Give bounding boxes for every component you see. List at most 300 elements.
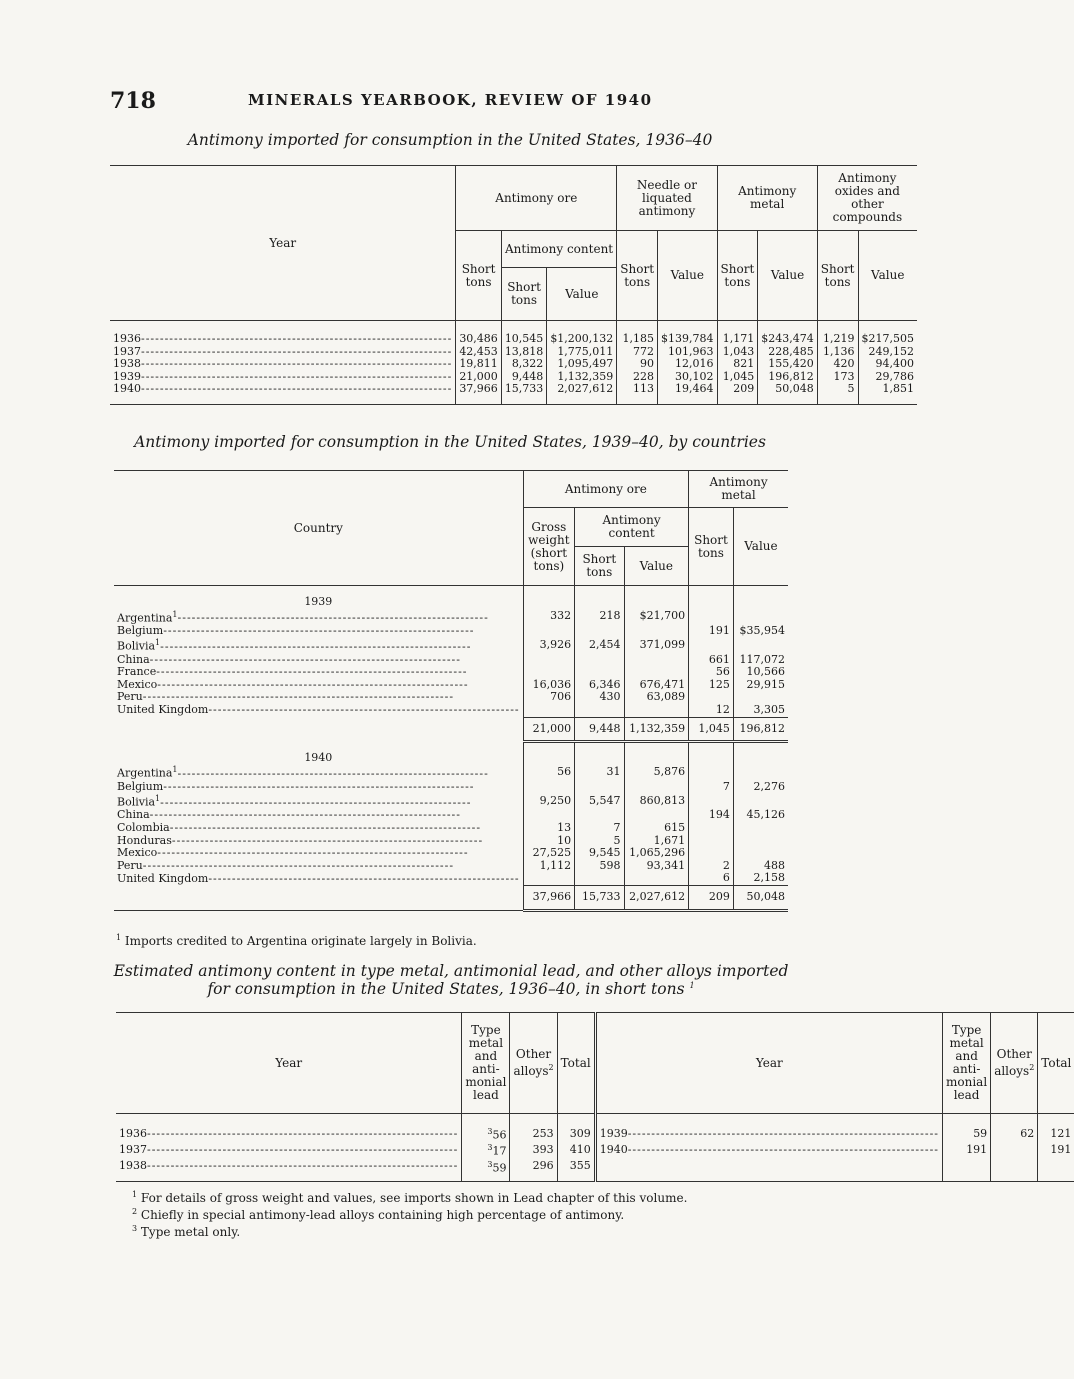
t1-ore-tons-header: Short tons bbox=[456, 231, 502, 321]
leader-dots bbox=[170, 821, 481, 834]
t2-country-cell-label: Belgium bbox=[117, 779, 164, 793]
t3-row bbox=[116, 1114, 1074, 1143]
t3-title-line2: for consumption in the United States, 1936–40, in short tons bbox=[207, 980, 685, 998]
t2-mt-cell: 7 bbox=[689, 781, 734, 794]
leader-dots bbox=[157, 678, 468, 691]
leader-dots bbox=[141, 332, 452, 345]
t2-country-cell-label: United Kingdom bbox=[117, 871, 209, 885]
t2-empty-cell bbox=[624, 742, 689, 765]
t2-ct-cell bbox=[575, 654, 624, 667]
t2-total-ct-cell: 9,448 bbox=[575, 717, 624, 742]
t2-country-cell bbox=[114, 793, 523, 809]
t1-ore-c_tons-cell: 9,448 bbox=[501, 371, 547, 384]
t1-year-header: Year bbox=[110, 166, 456, 321]
t2-country-cell bbox=[114, 872, 523, 885]
t2-mt-cell: 661 bbox=[689, 654, 734, 667]
t3-footnote-1: $^1$ For details of gross weight and values, see imports shown in Lead chapter of this volume. bbox=[132, 1190, 688, 1205]
t3-total-cell: 121 bbox=[1050, 1126, 1072, 1140]
t3-other-cell: 393 bbox=[510, 1142, 557, 1158]
t2-empty-cell bbox=[689, 586, 734, 609]
t2-gw-cell: 3,926 bbox=[523, 637, 574, 653]
t2-country-cell bbox=[114, 764, 523, 780]
t2-cv-cell bbox=[624, 872, 689, 885]
t1-nd-tons-cell: 1,185 bbox=[617, 321, 658, 346]
leader-dots bbox=[147, 1127, 458, 1140]
t3-row bbox=[116, 1159, 1074, 1182]
t2-gw-cell: 13 bbox=[523, 822, 574, 835]
t1-ore-c_val-cell: 1,775,011 bbox=[547, 346, 617, 359]
t2-ct-cell: 598 bbox=[575, 860, 624, 873]
t3-type-cell bbox=[462, 1159, 510, 1182]
t3-total-header-left: Total bbox=[557, 1013, 595, 1114]
t2-ct-cell: 430 bbox=[575, 691, 624, 704]
t2-gw-cell: 10 bbox=[523, 835, 574, 848]
t1-needle-tons-header: Short tons bbox=[617, 231, 658, 321]
t3-body bbox=[116, 1114, 1074, 1182]
t1-mt-val-cell: 196,812 bbox=[758, 371, 818, 384]
t1-ore-c_tons-cell: 15,733 bbox=[501, 383, 547, 404]
t1-nd-val-cell: 12,016 bbox=[658, 358, 718, 371]
leader-dots bbox=[147, 1159, 458, 1172]
t3-year-cell-label: 1936 bbox=[119, 1126, 147, 1140]
t2-mt-cell bbox=[689, 822, 734, 835]
t3-type-value: 56 bbox=[492, 1128, 507, 1142]
t3-other-cell: 296 bbox=[510, 1159, 557, 1182]
t1-year-cell-label: 1940 bbox=[113, 382, 141, 396]
t1-metal-header: Antimony metal bbox=[717, 166, 817, 231]
t2-ct-cell: 5,547 bbox=[575, 793, 624, 809]
t2-gw-cell bbox=[523, 781, 574, 794]
t1-nd-tons-cell: 90 bbox=[617, 358, 658, 371]
t2-total-label-cell bbox=[114, 886, 523, 911]
t2-empty-cell bbox=[575, 742, 624, 765]
leader-dots bbox=[147, 1143, 458, 1156]
t2-country-cell-label: Argentina bbox=[117, 767, 173, 780]
t2-metal-header: Antimony metal bbox=[709, 475, 768, 502]
t1-ox-tons-cell: 1,136 bbox=[817, 346, 858, 359]
t1-nd-val-cell: 101,963 bbox=[658, 346, 718, 359]
t1-mt-tons-cell: 1,171 bbox=[717, 321, 758, 346]
t1-nd-tons-cell: 113 bbox=[617, 383, 658, 404]
t2-empty-cell bbox=[575, 586, 624, 609]
t3-type-cell: 191 bbox=[943, 1142, 991, 1158]
t3-total-header-right: Total bbox=[1038, 1013, 1074, 1114]
t1-ox-tons-cell: 5 bbox=[817, 383, 858, 404]
t3-type-header-left: Type metal and anti-monial lead bbox=[462, 1013, 510, 1114]
t2-country-row bbox=[114, 704, 788, 717]
t2-total-cv-cell: 1,132,359 bbox=[624, 717, 689, 742]
t2-year-heading: 1940 bbox=[114, 742, 523, 765]
t2-country-cell-label: Colombia bbox=[117, 821, 170, 835]
t2-ore-header: Antimony ore bbox=[523, 471, 688, 508]
t2-country-row bbox=[114, 625, 788, 638]
t2-mv-cell: 29,915 bbox=[746, 677, 785, 691]
leader-dots bbox=[150, 808, 461, 821]
table2-imports-by-country bbox=[114, 470, 788, 912]
t1-metal-tons-header: Short tons bbox=[717, 231, 758, 321]
t1-year-cell bbox=[110, 321, 456, 346]
t2-mv-cell: 3,305 bbox=[753, 703, 785, 717]
t2-metal-tons-header: Short tons bbox=[689, 508, 734, 586]
t3-other-cell: 253 bbox=[510, 1114, 557, 1143]
t1-content-tons-header: Short tons bbox=[501, 268, 547, 321]
t2-empty-cell bbox=[733, 742, 788, 765]
t1-year-cell-label: 1936 bbox=[113, 332, 141, 345]
t2-total-gw-cell: 37,966 bbox=[523, 886, 574, 911]
t3-total-cell: 410 bbox=[557, 1142, 595, 1158]
t2-mt-cell: 125 bbox=[689, 679, 734, 692]
leader-dots bbox=[160, 640, 471, 653]
t2-empty-cell bbox=[689, 742, 734, 765]
t1-year-cell bbox=[110, 383, 456, 404]
t1-ore-c_val-cell: 1,095,497 bbox=[547, 358, 617, 371]
footnote-ref: 3 bbox=[487, 1127, 493, 1136]
t2-cv-cell bbox=[624, 654, 689, 667]
leader-dots bbox=[628, 1127, 939, 1140]
t3-type-cell: 59 bbox=[943, 1114, 991, 1143]
t2-footnote: $^1$ Imports credited to Argentina originate largely in Bolivia. bbox=[116, 933, 477, 948]
t2-country-cell-label: Mexico bbox=[117, 677, 158, 691]
t2-gw-cell bbox=[523, 625, 574, 638]
t2-mv-cell bbox=[733, 609, 788, 625]
t2-mt-cell bbox=[689, 609, 734, 625]
t2-country-cell bbox=[114, 704, 523, 717]
t2-empty-cell bbox=[624, 586, 689, 609]
t2-cv-cell: 1,065,296 bbox=[624, 847, 689, 860]
t1-needle-value-header: Value bbox=[658, 231, 718, 321]
t2-cv-cell: 1,671 bbox=[624, 835, 689, 848]
t2-total-mv-cell: 196,812 bbox=[733, 717, 788, 742]
t3-empty-cell bbox=[991, 1159, 1038, 1182]
t2-empty-cell bbox=[523, 586, 574, 609]
t3-other-header-right: Other alloys$^2$ bbox=[991, 1013, 1038, 1114]
t1-needle-header: Needle or liquated antimony bbox=[617, 166, 717, 231]
t2-country-row bbox=[114, 781, 788, 794]
t2-content-header: Antimony content bbox=[575, 508, 689, 547]
t2-country-cell-label: China bbox=[117, 808, 150, 822]
t2-country-row bbox=[114, 860, 788, 873]
t3-empty-cell bbox=[943, 1159, 991, 1182]
t2-cv-cell bbox=[624, 781, 689, 794]
t2-mv-cell bbox=[733, 793, 788, 809]
t1-nd-val-cell: $139,784 bbox=[658, 321, 718, 346]
t3-footnotes bbox=[132, 1188, 782, 1239]
footnote-ref: 1 bbox=[172, 609, 178, 619]
t3-year-header-right: Year bbox=[595, 1013, 942, 1114]
t1-ore-c_tons-cell: 8,322 bbox=[501, 358, 547, 371]
t1-ore-tons-cell: 42,453 bbox=[456, 346, 502, 359]
leader-dots bbox=[150, 653, 461, 666]
t3-year-header-left: Year bbox=[116, 1013, 462, 1114]
t2-mv-cell: 117,072 bbox=[739, 652, 785, 666]
t3-footnote-3-text: Type metal only. bbox=[140, 1225, 241, 1239]
t2-mt-cell bbox=[689, 764, 734, 780]
t2-total-row bbox=[114, 886, 788, 911]
t1-year-cell-label: 1938 bbox=[113, 357, 141, 371]
t2-country-cell bbox=[114, 625, 523, 638]
t2-year-heading-row bbox=[114, 742, 788, 765]
leader-dots bbox=[208, 872, 519, 885]
t2-country-row bbox=[114, 637, 788, 653]
t3-empty-cell bbox=[1038, 1159, 1074, 1182]
leader-dots bbox=[172, 834, 483, 847]
t2-mt-cell bbox=[689, 847, 734, 860]
t1-ox-tons-cell: 420 bbox=[817, 358, 858, 371]
t1-content-value-header: Value bbox=[547, 268, 617, 321]
leader-dots bbox=[141, 382, 452, 395]
t3-row bbox=[116, 1142, 1074, 1158]
t2-gw-cell: 706 bbox=[523, 691, 574, 704]
t3-type-value: 59 bbox=[492, 1161, 507, 1175]
t2-country-row bbox=[114, 793, 788, 809]
t2-ct-cell bbox=[575, 625, 624, 638]
t3-other-header-left: Other alloys$^2$ bbox=[510, 1013, 557, 1114]
leader-dots bbox=[178, 611, 489, 624]
leader-dots bbox=[156, 665, 467, 678]
t2-country-row bbox=[114, 872, 788, 885]
page-number: 718 bbox=[110, 88, 156, 114]
t3-empty-cell bbox=[595, 1159, 942, 1182]
t2-cv-cell: 676,471 bbox=[624, 679, 689, 692]
t2-country-cell-label: Honduras bbox=[117, 833, 172, 847]
t1-metal-value-header: Value bbox=[758, 231, 818, 321]
t2-mv-cell bbox=[733, 764, 788, 780]
t2-gw-cell: 1,112 bbox=[523, 860, 574, 873]
t2-mv-cell: 488 bbox=[764, 858, 785, 872]
t3-type-value: 17 bbox=[492, 1144, 507, 1158]
t2-year-heading: 1939 bbox=[114, 586, 523, 609]
t3-year-cell bbox=[595, 1114, 942, 1143]
t3-type-cell bbox=[462, 1114, 510, 1143]
t2-gw-cell: 332 bbox=[523, 609, 574, 625]
t2-country-cell bbox=[114, 860, 523, 873]
t3-type-cell bbox=[462, 1142, 510, 1158]
t2-ct-cell bbox=[575, 666, 624, 679]
t2-gw-cell bbox=[523, 872, 574, 885]
t2-country-cell-label: China bbox=[117, 652, 150, 666]
t2-country-cell-label: Bolivia bbox=[117, 795, 156, 809]
t2-ct-cell bbox=[575, 872, 624, 885]
t2-mv-cell: 2,158 bbox=[753, 871, 785, 885]
leader-dots bbox=[143, 690, 454, 703]
t3-total-cell: 355 bbox=[557, 1159, 595, 1182]
t2-mv-cell bbox=[733, 637, 788, 653]
t2-cv-cell bbox=[624, 625, 689, 638]
t1-oxides-header: Antimony oxides and other compounds bbox=[832, 171, 903, 224]
t2-mv-cell: 45,126 bbox=[746, 808, 785, 822]
t2-gw-cell bbox=[523, 666, 574, 679]
t3-year-cell bbox=[116, 1159, 462, 1182]
t2-cv-cell: 93,341 bbox=[624, 860, 689, 873]
leader-dots bbox=[141, 370, 452, 383]
t2-mt-cell: 12 bbox=[689, 704, 734, 717]
t3-footnote-2: $^2$ Chiefly in special antimony-lead alloys containing high percentage of antimony. bbox=[132, 1207, 625, 1222]
table1-imports-by-year bbox=[110, 165, 917, 405]
footnote-ref: 3 bbox=[487, 1143, 493, 1153]
t2-ct-cell: 2,454 bbox=[575, 637, 624, 653]
t2-country-row bbox=[114, 764, 788, 780]
t1-ore-c_tons-cell: 10,545 bbox=[501, 321, 547, 346]
t2-total-gw-cell: 21,000 bbox=[523, 717, 574, 742]
t1-mt-tons-cell: 209 bbox=[717, 383, 758, 404]
t2-cv-cell: 860,813 bbox=[624, 793, 689, 809]
leader-dots bbox=[163, 624, 474, 637]
t2-mt-cell bbox=[689, 793, 734, 809]
t2-total-mt-cell: 209 bbox=[689, 886, 734, 911]
t2-total-mv-cell: 50,048 bbox=[733, 886, 788, 911]
table3-title bbox=[110, 962, 792, 998]
t2-cv-cell: 371,099 bbox=[624, 637, 689, 653]
t1-mt-tons-cell: 821 bbox=[717, 358, 758, 371]
t3-year-cell bbox=[595, 1142, 942, 1158]
t2-total-ct-cell: 15,733 bbox=[575, 886, 624, 911]
table1-title: Antimony imported for consumption in the United States, 1936–40 bbox=[187, 131, 713, 149]
t2-total-label-cell bbox=[114, 717, 523, 742]
t1-ore-tons-cell: 37,966 bbox=[456, 383, 502, 404]
t2-country-row bbox=[114, 609, 788, 625]
t1-year-cell-label: 1937 bbox=[113, 344, 141, 358]
t1-ore-tons-cell: 21,000 bbox=[456, 371, 502, 384]
page-header bbox=[110, 88, 790, 114]
t2-country-cell-label: Peru bbox=[117, 690, 143, 704]
t1-ore-header: Antimony ore bbox=[456, 166, 617, 231]
footnote-ref: 1 bbox=[155, 638, 161, 648]
t2-gw-cell: 27,525 bbox=[523, 847, 574, 860]
t2-country-cell-label: Belgium bbox=[117, 623, 164, 637]
table3-alloys bbox=[116, 1012, 1074, 1182]
t2-total-cv-cell: 2,027,612 bbox=[624, 886, 689, 911]
t3-other-cell bbox=[991, 1142, 1038, 1158]
t3-other-label-left: Other alloys bbox=[513, 1047, 552, 1078]
t1-ore-tons-cell: 19,811 bbox=[456, 358, 502, 371]
running-title: MINERALS YEARBOOK, REVIEW OF 1940 bbox=[248, 91, 653, 109]
leader-dots bbox=[160, 796, 471, 809]
t1-nd-tons-cell: 228 bbox=[617, 371, 658, 384]
t2-cv-cell bbox=[624, 666, 689, 679]
leader-dots bbox=[178, 767, 489, 780]
t1-ore-c_tons-cell: 13,818 bbox=[501, 346, 547, 359]
t1-ox-tons-cell: 173 bbox=[817, 371, 858, 384]
t1-ox-val-cell: 29,786 bbox=[875, 369, 914, 383]
t3-year-cell-label: 1937 bbox=[119, 1143, 147, 1157]
t1-mt-val-cell: 155,420 bbox=[758, 358, 818, 371]
t2-cv-cell: $21,700 bbox=[624, 609, 689, 625]
t1-nd-val-cell: 30,102 bbox=[658, 371, 718, 384]
t2-mv-cell: 10,566 bbox=[746, 665, 785, 679]
t1-row bbox=[110, 321, 917, 346]
t2-country-row bbox=[114, 691, 788, 704]
t3-title-line1: Estimated antimony content in type metal, antimonial lead, and other alloys imported bbox=[113, 962, 789, 980]
footnote-ref: 1 bbox=[155, 794, 161, 804]
t2-cv-cell: 63,089 bbox=[624, 691, 689, 704]
t2-country-cell-label: Argentina bbox=[117, 611, 173, 625]
leader-dots bbox=[208, 703, 519, 716]
t2-country-cell-label: France bbox=[117, 665, 157, 679]
t1-mt-val-cell: 50,048 bbox=[758, 383, 818, 404]
t2-mv-cell bbox=[733, 822, 788, 835]
t2-gw-cell bbox=[523, 704, 574, 717]
t1-ox-val-cell: $217,505 bbox=[861, 332, 914, 345]
t1-year-cell-label: 1939 bbox=[113, 369, 141, 383]
t1-content-header: Antimony content bbox=[501, 231, 616, 268]
t2-ct-cell: 7 bbox=[575, 822, 624, 835]
t1-mt-val-cell: 228,485 bbox=[758, 346, 818, 359]
t2-mt-cell: 191 bbox=[689, 625, 734, 638]
t2-metal-value-header: Value bbox=[733, 508, 788, 586]
t2-gw-cell: 56 bbox=[523, 764, 574, 780]
t1-row bbox=[110, 383, 917, 404]
leader-dots bbox=[143, 859, 454, 872]
t2-gross-header: Gross weight (short tons) bbox=[523, 508, 574, 586]
t1-nd-tons-cell: 772 bbox=[617, 346, 658, 359]
t2-gw-cell: 16,036 bbox=[523, 679, 574, 692]
t3-title-line2-wrap: for consumption in the United States, 1936–40, in short tons $^1$ bbox=[207, 980, 695, 998]
t2-ct-cell: 31 bbox=[575, 764, 624, 780]
t2-total-row bbox=[114, 717, 788, 742]
t1-oxides-tons-header: Short tons bbox=[817, 231, 858, 321]
t2-year-heading-row bbox=[114, 586, 788, 609]
t2-mv-cell: 2,276 bbox=[753, 779, 785, 793]
t2-ct-cell: 6,346 bbox=[575, 679, 624, 692]
t3-total-cell: 309 bbox=[557, 1114, 595, 1143]
t1-mt-tons-cell: 1,045 bbox=[717, 371, 758, 384]
t2-content-tons-header: Short tons bbox=[575, 547, 624, 586]
t2-empty-cell bbox=[733, 586, 788, 609]
t2-ct-cell: 218 bbox=[575, 609, 624, 625]
t2-cv-cell: 615 bbox=[624, 822, 689, 835]
t2-cv-cell bbox=[624, 704, 689, 717]
t2-empty-cell bbox=[523, 742, 574, 765]
t3-year-cell-label: 1939 bbox=[599, 1126, 628, 1140]
t2-country-cell bbox=[114, 637, 523, 653]
t2-country-cell-label: United Kingdom bbox=[117, 703, 209, 717]
t2-country-cell bbox=[114, 691, 523, 704]
t2-ct-cell: 9,545 bbox=[575, 847, 624, 860]
t2-country-cell bbox=[114, 609, 523, 625]
t2-content-value-header: Value bbox=[624, 547, 689, 586]
t2-mv-cell bbox=[733, 835, 788, 848]
leader-dots bbox=[141, 357, 452, 370]
t2-mv-cell bbox=[733, 847, 788, 860]
t1-ore-c_val-cell: 1,132,359 bbox=[547, 371, 617, 384]
t1-ox-tons-cell: 1,219 bbox=[817, 321, 858, 346]
t3-footnote-1-text: For details of gross weight and values, see imports shown in Lead chapter of this volume. bbox=[140, 1191, 688, 1205]
t1-ox-val-cell: 1,851 bbox=[882, 382, 914, 396]
t2-ct-cell bbox=[575, 781, 624, 794]
t1-ore-c_val-cell: $1,200,132 bbox=[547, 321, 617, 346]
t1-ox-val-cell: 94,400 bbox=[875, 357, 914, 371]
t3-footnote-2-text: Chiefly in special antimony-lead alloys containing high percentage of antimony. bbox=[140, 1208, 625, 1222]
t3-other-label-right: Other alloys bbox=[994, 1047, 1032, 1078]
t2-mt-cell: 56 bbox=[689, 666, 734, 679]
t2-total-mt-cell: 1,045 bbox=[689, 717, 734, 742]
t2-country-header: Country bbox=[114, 471, 523, 586]
t3-total-cell: 191 bbox=[1050, 1143, 1072, 1157]
t3-year-cell-label: 1940 bbox=[599, 1143, 628, 1157]
t1-ore-c_val-cell: 2,027,612 bbox=[547, 383, 617, 404]
t2-mt-cell bbox=[689, 835, 734, 848]
t2-ct-cell bbox=[575, 704, 624, 717]
t3-type-header-right: Type metal and anti-monial lead bbox=[943, 1013, 991, 1114]
footnote-ref: 3 bbox=[487, 1159, 493, 1169]
leader-dots bbox=[141, 345, 452, 358]
table2-title: Antimony imported for consumption in the United States, 1939–40, by countries bbox=[134, 433, 766, 451]
leader-dots bbox=[163, 780, 474, 793]
t2-mt-cell: 2 bbox=[689, 860, 734, 873]
t1-mt-val-cell: $243,474 bbox=[758, 321, 818, 346]
t2-gw-cell: 9,250 bbox=[523, 793, 574, 809]
t1-mt-tons-cell: 1,043 bbox=[717, 346, 758, 359]
